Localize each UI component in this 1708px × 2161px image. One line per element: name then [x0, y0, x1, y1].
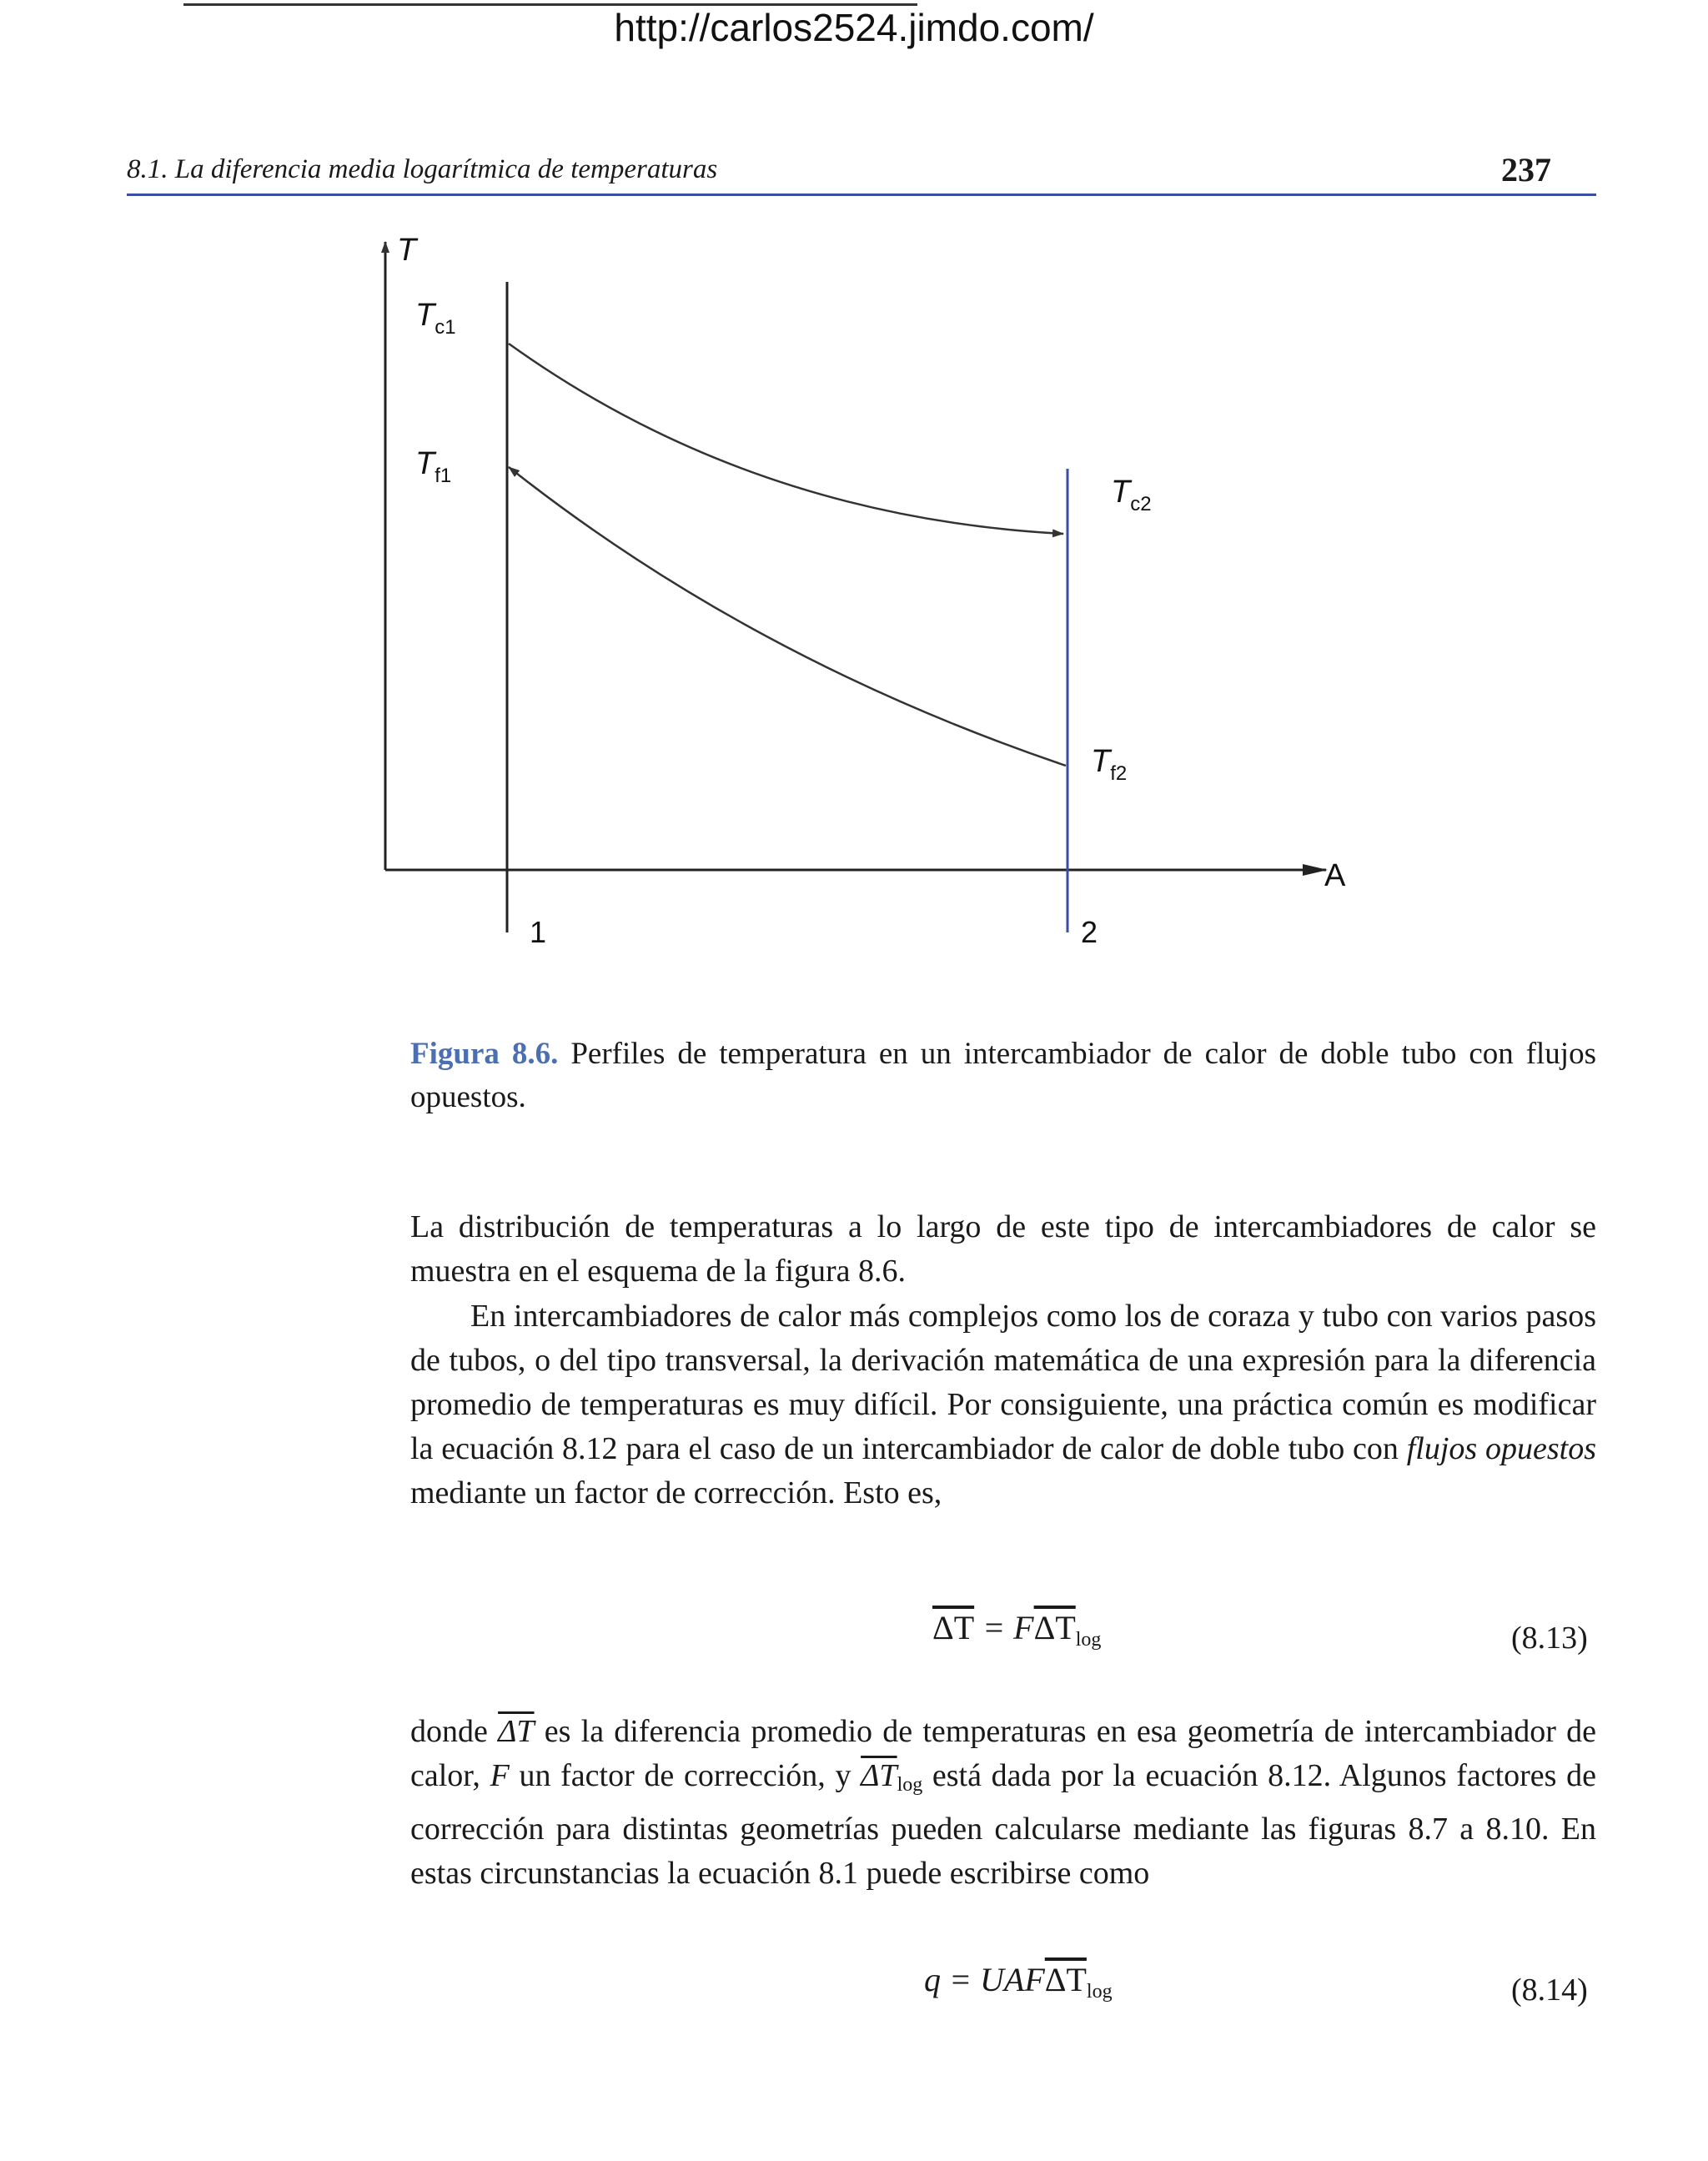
equation-8-14	[924, 1960, 1113, 2003]
page-number: 237	[1501, 151, 1551, 188]
eq14-subscript: log	[1086, 1981, 1113, 2003]
inline-log-subscript: log	[897, 1774, 923, 1796]
paragraph-3-text-b: es la diferencia promedio de temperaturas en esa geometría de intercambiador de calor,	[410, 1714, 1596, 1793]
eq13-rhs: $\overline{\Delta T}$	[1033, 1609, 1076, 1646]
equation-8-14-number: (8.14)	[1511, 1973, 1588, 2008]
paragraph-2	[410, 1294, 1596, 1515]
paragraph-2-emphasis: flujos opuestos	[1406, 1431, 1596, 1466]
equation-8-13	[932, 1608, 1101, 1651]
equation-8-13-number: (8.13)	[1511, 1621, 1588, 1656]
station-2-label: 2	[1081, 915, 1098, 949]
label-tf2: $T_{f2}$	[1091, 744, 1128, 785]
paragraph-3-text-a: donde	[410, 1714, 499, 1749]
eq14-rhs: $\overline{\Delta T}$	[1044, 1961, 1087, 1998]
paragraph-3	[410, 1710, 1596, 1896]
running-header-title: 8.1. La diferencia media logarítmica de temperaturas	[127, 154, 718, 184]
eq13-lhs: $\overline{\Delta T}$	[932, 1609, 975, 1646]
paragraph-3-text-d: está dada por la ecuación 8.12. Algunos factores de corrección para distintas geometrías pueden calcularse mediante las figuras 8.7 a 8.10. En estas circunstancias la ecuación 8.1 puede escribirse como	[410, 1758, 1596, 1891]
label-tf1: $T_{f1}$	[415, 446, 452, 487]
x-axis-label: A	[1324, 858, 1346, 893]
figure-caption-text: Perfiles de temperatura en un intercambiador de calor de doble tubo con flujos opuestos.	[410, 1037, 1596, 1114]
y-axis-label: T	[397, 233, 417, 268]
paragraph-1: La distribución de temperaturas a lo largo de este tipo de intercambiadores de calor se muestra en el esquema de la figura 8.6.	[410, 1209, 1596, 1289]
hot-fluid-curve	[509, 344, 1063, 534]
temperature-profile-figure	[0, 0, 1708, 967]
eq14-lhs: q = UAF	[924, 1961, 1045, 1998]
label-tc2: $T_{c2}$	[1111, 475, 1152, 515]
inline-delta-t: $\overline{\Delta T}$	[498, 1714, 535, 1749]
station-1-label: 1	[530, 915, 547, 949]
label-tc1: $T_{c1}$	[415, 298, 456, 339]
figure-caption	[410, 1033, 1596, 1119]
paragraph-2-text-a: En intercambiadores de calor más complejos como los de coraza y tubo con varios pasos de tubos, o del tipo transversal, la derivación matemática de una expresión para la diferencia promedio de temperaturas es muy difícil. Por consiguiente, una práctica común es modificar la ecuación 8.12 para el caso de un intercambiador de calor de doble tubo con	[410, 1299, 1596, 1466]
eq13-equals: = F	[974, 1609, 1034, 1646]
source-url: http://carlos2524.jimdo.com/	[614, 6, 1094, 49]
paragraph-2-text-b: mediante un factor de corrección. Esto es,	[410, 1475, 942, 1510]
eq13-subscript: log	[1075, 1629, 1102, 1651]
figure-caption-label: Figura 8.6.	[410, 1037, 559, 1071]
cold-fluid-curve	[509, 467, 1066, 766]
inline-delta-t-log: $\overline{\Delta T}$	[861, 1758, 897, 1793]
inline-f: F	[490, 1758, 510, 1793]
paragraph-3-text-c: un factor de corrección, y	[509, 1758, 862, 1793]
